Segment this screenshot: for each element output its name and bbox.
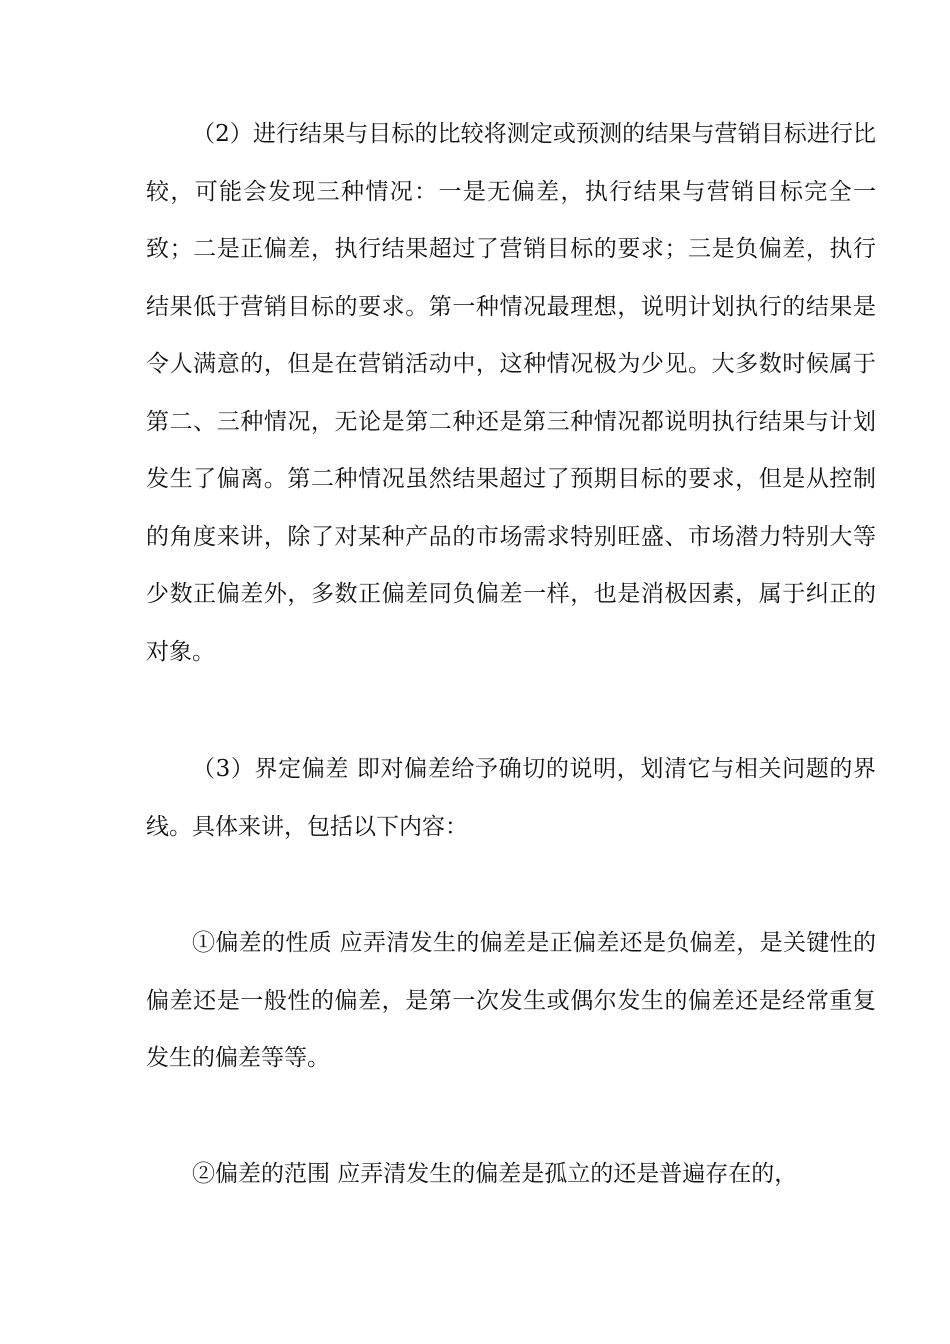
- paragraph-result-comparison: （2）进行结果与目标的比较将测定或预测的结果与营销目标进行比较，可能会发现三种情况：一是无偏差，执行结果与营销目标完全一致；二是正偏差，执行结果超过了营销目标的要求；三是负偏差，执行结果低于营销目标的要求。第一种情况最理想，说明计划执行的结果是令人满意的，但是在营销活动中，这种情况极为少见。大多数时候属于第二、三种情况，无论是第二种还是第三种情况都说明执行结果与计划发生了偏离。第二种情况虽然结果超过了预期目标的要求，但是从控制的角度来讲，除了对某种产品的市场需求特别旺盛、市场潜力特别大等少数正偏差外，多数正偏差同负偏差一样，也是消极因素，属于纠正的对象。: [146, 121, 876, 665]
- paragraph-define-deviation: （3）界定偏差 即对偏差给予确切的说明，划清它与相关问题的界线。具体来讲，包括以下内容：: [146, 756, 876, 840]
- paragraph-deviation-scope: ②偏差的范围 应弄清发生的偏差是孤立的还是普遍存在的，: [192, 1161, 798, 1187]
- paragraph-deviation-nature: ①偏差的性质 应弄清发生的偏差是正偏差还是负偏差，是关键性的偏差还是一般性的偏差，是第一次发生或偶尔发生的偏差还是经常重复发生的偏差等等。: [146, 930, 876, 1071]
